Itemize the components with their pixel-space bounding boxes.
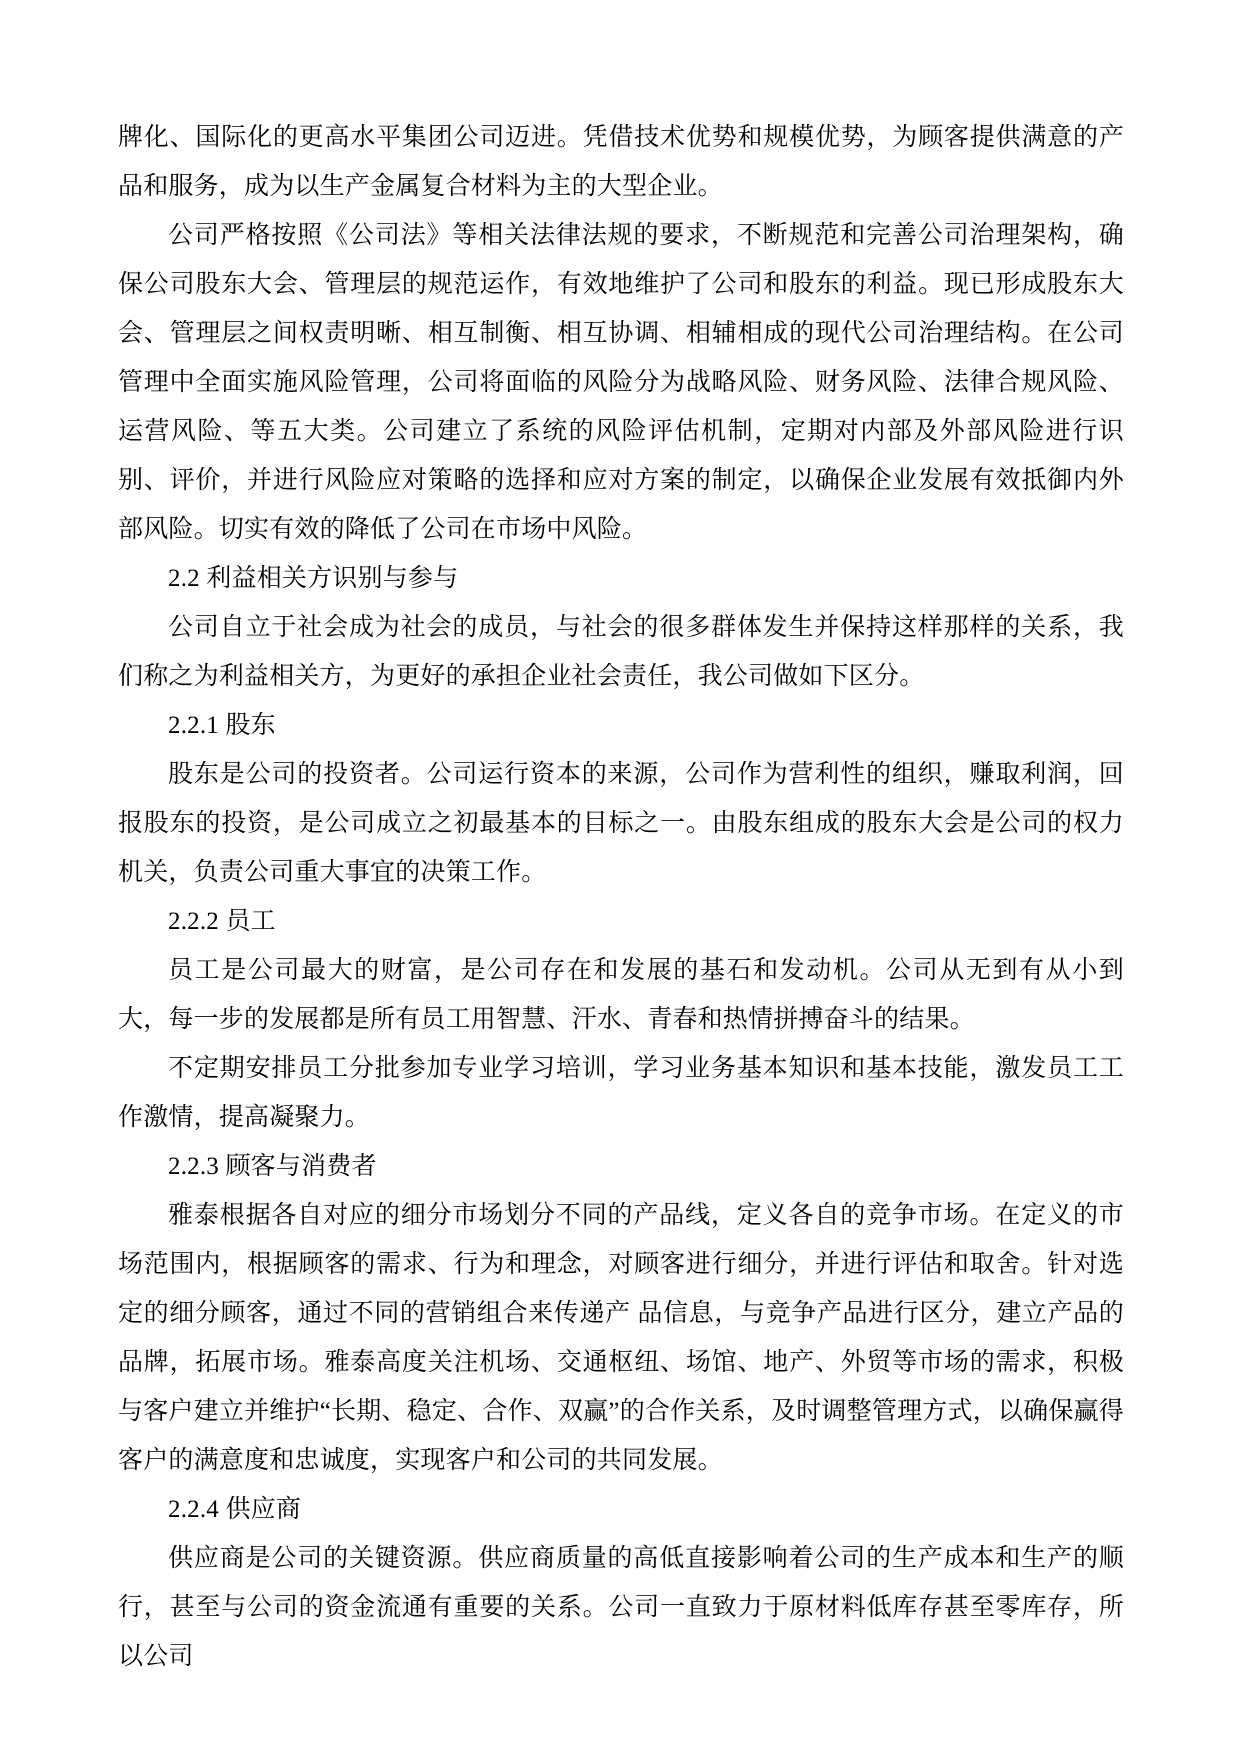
paragraph-suppliers: 供应商是公司的关键资源。供应商质量的高低直接影响着公司的生产成本和生产的顺行，甚至与公司的资金流通有重要的关系。公司一直致力于原材料低库存甚至零库存，所以公司: [118, 1545, 1124, 1670]
section-heading-2-2-4-suppliers: 2.2.4 供应商: [168, 1496, 302, 1523]
section-heading-2-2-3-customers: 2.2.3 顾客与消费者: [168, 1153, 377, 1180]
paragraph-employees-wealth: 员工是公司最大的财富，是公司存在和发展的基石和发动机。公司从无到有从小到大，每一步的发展都是所有员工用智慧、汗水、青春和热情拼搏奋斗的结果。: [118, 957, 1124, 1033]
paragraph-company-vision-continued: 牌化、国际化的更高水平集团公司迈进。凭借技术优势和规模优势，为顾客提供满意的产品和服务，成为以生产金属复合材料为主的大型企业。: [118, 124, 1124, 200]
paragraph-shareholders: 股东是公司的投资者。公司运行资本的来源，公司作为营利性的组织，赚取利润，回报股东的投资，是公司成立之初最基本的目标之一。由股东组成的股东大会是公司的权力机关，负责公司重大事宜的决策工作。: [118, 761, 1124, 886]
paragraph-stakeholder-intro: 公司自立于社会成为社会的成员，与社会的很多群体发生并保持这样那样的关系，我们称之为利益相关方，为更好的承担企业社会责任，我公司做如下区分。: [118, 614, 1124, 690]
section-heading-2-2-stakeholders: 2.2 利益相关方识别与参与: [168, 565, 459, 592]
paragraph-corporate-governance: 公司严格按照《公司法》等相关法律法规的要求，不断规范和完善公司治理架构，确保公司股东大会、管理层的规范运作，有效地维护了公司和股东的利益。现已形成股东大会、管理层之间权责明晰、相互制衡、相互协调、相辅相成的现代公司治理结构。在公司管理中全面实施风险管理，公司将面临的风险分为战略风险、财务风险、法律合规风险、运营风险、等五大类。公司建立了系统的风险评估机制，定期对内部及外部风险进行识别、评价，并进行风险应对策略的选择和应对方案的制定，以确保企业发展有效抵御内外部风险。切实有效的降低了公司在市场中风险。: [118, 222, 1124, 543]
section-heading-2-2-2-employees: 2.2.2 员工: [168, 908, 276, 935]
paragraph-customers: 雅泰根据各自对应的细分市场划分不同的产品线，定义各自的竞争市场。在定义的市场范围内，根据顾客的需求、行为和理念，对顾客进行细分，并进行评估和取舍。针对选定的细分顾客，通过不同的营销组合来传递产 品信息，与竞争产品进行区分，建立产品的品牌，拓展市场。雅泰高度关注机场、交通枢纽、场馆、地产、外贸等市场的需求，积极与客户建立并维护“长期、稳定、合作、双赢”的合作关系，及时调整管理方式，以确保赢得客户的满意度和忠诚度，实现客户和公司的共同发展。: [118, 1202, 1124, 1474]
paragraph-employees-training: 不定期安排员工分批参加专业学习培训，学习业务基本知识和基本技能，激发员工工作激情，提高凝聚力。: [118, 1055, 1124, 1131]
section-heading-2-2-1-shareholders: 2.2.1 股东: [168, 712, 276, 739]
